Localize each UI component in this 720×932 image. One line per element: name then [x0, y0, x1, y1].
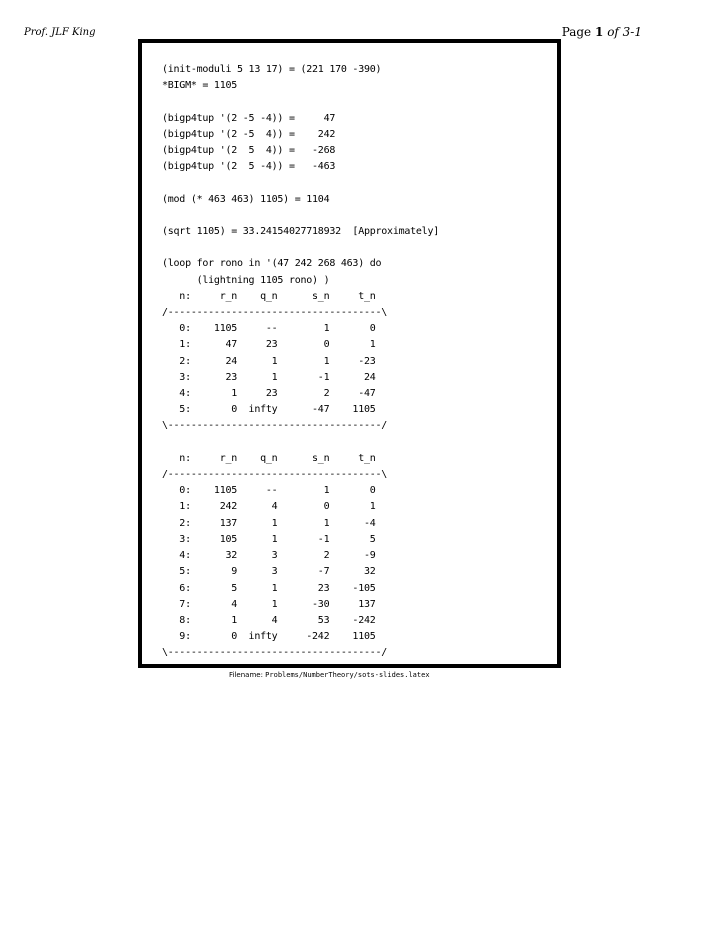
code-line: /-------------------------------------\ — [162, 307, 388, 319]
code-line: 7: 4 1 -30 137 — [162, 598, 376, 610]
code-line: 4: 32 3 2 -9 — [162, 550, 376, 562]
code-line: 2: 24 1 1 -23 — [162, 355, 376, 367]
code-line: (sqrt 1105) = 33.24154027718932 [Approximately] — [162, 226, 439, 238]
code-line: n: r_n q_n s_n t_n — [162, 290, 376, 302]
code-line: (init-moduli 5 13 17) = (221 170 -390) — [162, 64, 382, 75]
code-line: (bigp4tup '(2 5 -4)) = -463 — [162, 161, 336, 173]
code-line: 9: 0 infty -242 1105 — [162, 631, 376, 643]
code-line: 3: 105 1 -1 5 — [162, 533, 376, 545]
code-line: (bigp4tup '(2 -5 -4)) = 47 — [162, 112, 336, 124]
code-line: 1: 47 23 0 1 — [162, 339, 376, 351]
code-line: 0: 1105 -- 1 0 — [162, 485, 376, 497]
code-line: 0: 1105 -- 1 0 — [162, 323, 376, 335]
code-line: (bigp4tup '(2 -5 4)) = 242 — [162, 128, 336, 140]
code-line: 2: 137 1 1 -4 — [162, 517, 376, 529]
code-line: (lightning 1105 rono) ) — [162, 274, 330, 286]
page-word: Page — [561, 25, 592, 39]
filename-footer — [229, 671, 430, 679]
code-line: (bigp4tup '(2 5 4)) = -268 — [162, 145, 336, 157]
code-line: 5: 0 infty -47 1105 — [162, 404, 376, 416]
code-listing — [162, 62, 439, 662]
code-line: 8: 1 4 53 -242 — [162, 614, 376, 626]
code-line: 6: 5 1 23 -105 — [162, 582, 376, 594]
code-line: 3: 23 1 -1 24 — [162, 371, 376, 383]
code-line: (mod (* 463 463) 1105) = 1104 — [162, 193, 330, 205]
filename-label: Filename: — [229, 671, 263, 679]
code-line: n: r_n q_n s_n t_n — [162, 452, 376, 464]
code-line: 4: 1 23 2 -47 — [162, 388, 376, 400]
code-line: /-------------------------------------\ — [162, 469, 388, 481]
page-total: of 3-1 — [607, 25, 642, 39]
code-line: 5: 9 3 -7 32 — [162, 566, 376, 578]
page-number: 1 — [595, 25, 604, 39]
slide-frame — [138, 39, 561, 668]
page-number-header — [562, 25, 642, 39]
code-line: \-------------------------------------/ — [162, 420, 388, 432]
code-line: 1: 242 4 0 1 — [162, 501, 376, 513]
code-line: \-------------------------------------/ — [162, 647, 388, 659]
filename-path: Problems/NumberTheory/sots-slides.latex — [265, 671, 430, 679]
author-header: Prof. JLF King — [24, 27, 96, 38]
code-line: (loop for rono in '(47 242 268 463) do — [162, 258, 382, 270]
code-line: *BIGM* = 1105 — [162, 80, 238, 92]
